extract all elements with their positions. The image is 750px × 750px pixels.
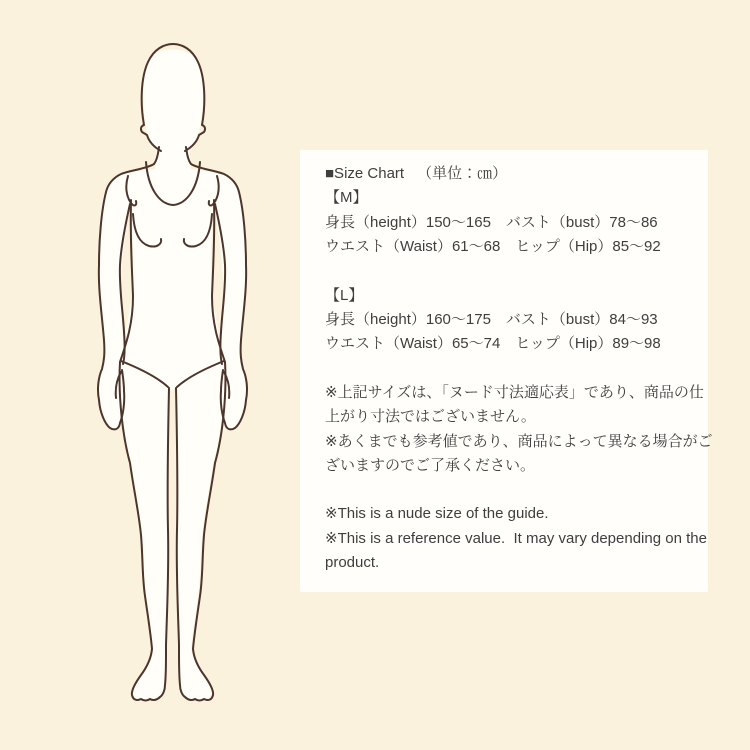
notes-japanese <box>325 381 713 479</box>
note-ja-line-3: ※あくまでも参考値であり、商品によって異なる場合がご <box>325 432 713 450</box>
note-ja-line-1: ※上記サイズは、「ヌード寸法適応表」であり、商品の仕 <box>325 383 704 401</box>
size-chart-panel <box>300 150 713 592</box>
size-chart-title-line <box>325 162 684 186</box>
notes-english <box>325 502 707 575</box>
size-chart-unit: （単位：㎝） <box>417 165 508 182</box>
note-en-line-2: ※This is a reference value. It may vary depending on the <box>325 529 707 547</box>
size-chart-title: ■Size Chart <box>325 165 405 182</box>
size-l-label: 【L】 <box>325 286 364 304</box>
size-l-waist-hip: ウエスト（Waist）65〜74 ヒップ（Hip）89〜98 <box>325 335 661 353</box>
note-en-line-3: product. <box>325 554 380 572</box>
note-en-line-1: ※This is a nude size of the guide. <box>325 505 549 523</box>
size-m-label: 【M】 <box>325 189 368 207</box>
size-m-waist-hip: ウエスト（Waist）61〜68 ヒップ（Hip）85〜92 <box>325 238 661 256</box>
size-chart-header <box>325 162 684 260</box>
note-ja-line-2: 上がり寸法ではございません。 <box>325 408 536 426</box>
note-ja-line-4: ざいますのでご了承ください。 <box>325 457 536 475</box>
size-m-height-bust: 身長（height）150〜165 バスト（bust）78〜86 <box>325 213 658 231</box>
size-l-height-bust: 身長（height）160〜175 バスト（bust）84〜93 <box>325 311 658 329</box>
size-l-section <box>325 284 684 357</box>
